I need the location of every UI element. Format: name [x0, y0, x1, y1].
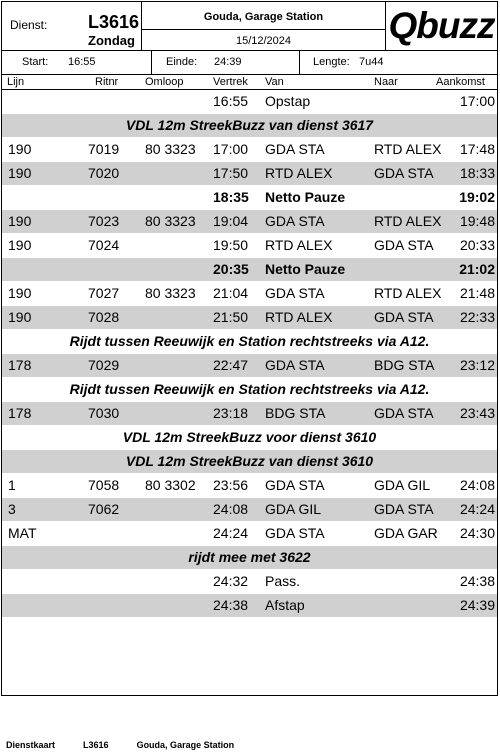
- divider: [299, 50, 300, 74]
- trip-row: [2, 210, 497, 234]
- col-vertrek: Vertrek: [213, 76, 248, 88]
- col-ritnr: Ritnr: [95, 76, 119, 88]
- cell-naar: GDA STA: [374, 165, 434, 181]
- cell-naar: GDA STA: [374, 501, 434, 517]
- cell-naar: RTD ALEX: [374, 213, 442, 229]
- cell-naar: BDG STA: [374, 357, 435, 373]
- section-banner: VDL 12m StreekBuzz van dienst 3617: [2, 114, 497, 138]
- cell-aankomst: 19:02: [459, 189, 495, 205]
- cell-naar: GDA STA: [374, 237, 434, 253]
- cell-omloop: 80 3323: [145, 285, 196, 301]
- cell-aankomst: 24:38: [459, 573, 495, 589]
- cell-lijn: 190: [8, 141, 32, 157]
- col-naar: Naar: [374, 76, 398, 88]
- col-omloop: Omloop: [145, 76, 184, 88]
- cell-van: RTD ALEX: [265, 309, 333, 325]
- trip-row: [2, 594, 497, 618]
- trip-row: [2, 234, 497, 258]
- cell-aankomst: 24:24: [459, 501, 495, 517]
- column-header: [2, 75, 497, 90]
- trip-row: [2, 282, 497, 306]
- cell-vertrek: 16:55: [213, 93, 249, 109]
- cell-aankomst: 19:48: [459, 213, 495, 229]
- cell-ritnr: 7023: [88, 213, 120, 229]
- cell-ritnr: 7029: [88, 357, 120, 373]
- cell-van: Opstap: [265, 93, 311, 109]
- cell-naar: GDA STA: [374, 405, 434, 421]
- qbuzz-logo: Qbuzz: [388, 5, 495, 46]
- cell-vertrek: 22:47: [213, 357, 249, 373]
- divider: [151, 50, 152, 74]
- divider: [141, 29, 386, 30]
- cell-naar: GDA GAR: [374, 525, 438, 541]
- footer: [6, 740, 262, 750]
- col-aankomst: Aankomst: [436, 76, 485, 88]
- cell-aankomst: 20:33: [459, 237, 495, 253]
- cell-lijn: 190: [8, 237, 32, 253]
- cell-ritnr: 7058: [88, 477, 120, 493]
- cell-vertrek: 23:18: [213, 405, 249, 421]
- trip-row: [2, 354, 497, 378]
- duty-day: Zondag: [88, 33, 135, 48]
- cell-vertrek: 23:56: [213, 477, 249, 493]
- cell-lijn: MAT: [8, 525, 37, 541]
- trip-row: [2, 522, 497, 546]
- footer-label: Dienstkaart: [6, 740, 56, 750]
- end-label: Einde:: [166, 56, 198, 68]
- cell-aankomst: 24:08: [459, 477, 495, 493]
- section-banner: Rijdt tussen Reeuwijk en Station rechtstreeks via A12.: [2, 330, 497, 354]
- cell-van: GDA GIL: [265, 501, 322, 517]
- duty-label: Dienst:: [10, 18, 48, 32]
- footer-location: Gouda, Garage Station: [136, 740, 235, 750]
- trip-row: [2, 258, 497, 282]
- trip-row: [2, 474, 497, 498]
- cell-naar: GDA GIL: [374, 477, 431, 493]
- location: Gouda, Garage Station: [203, 11, 324, 23]
- date: 15/12/2024: [235, 35, 292, 47]
- cell-lijn: 190: [8, 309, 32, 325]
- cell-lijn: 190: [8, 165, 32, 181]
- cell-naar: RTD ALEX: [374, 285, 442, 301]
- cell-vertrek: 18:35: [213, 189, 249, 205]
- cell-aankomst: 23:43: [459, 405, 495, 421]
- cell-ritnr: 7062: [88, 501, 120, 517]
- cell-aankomst: 17:48: [459, 141, 495, 157]
- cell-ritnr: 7020: [88, 165, 120, 181]
- trip-row: [2, 570, 497, 594]
- cell-lijn: 190: [8, 285, 32, 301]
- cell-vertrek: 17:00: [213, 141, 249, 157]
- cell-ritnr: 7024: [88, 237, 120, 253]
- cell-vertrek: 21:50: [213, 309, 249, 325]
- col-lijn: Lijn: [7, 76, 25, 88]
- cell-van: GDA STA: [265, 357, 325, 373]
- cell-ritnr: 7019: [88, 141, 120, 157]
- cell-vertrek: 24:38: [213, 597, 249, 613]
- cell-van: GDA STA: [265, 285, 325, 301]
- cell-vertrek: 21:04: [213, 285, 249, 301]
- trip-row: [2, 138, 497, 162]
- card-header: [2, 2, 497, 51]
- cell-aankomst: 22:33: [459, 309, 495, 325]
- cell-lijn: 178: [8, 357, 32, 373]
- cell-lijn: 1: [8, 477, 16, 493]
- cell-van: GDA STA: [265, 477, 325, 493]
- col-van: Van: [265, 76, 284, 88]
- cell-van: Pass.: [265, 573, 301, 589]
- start-label: Start:: [22, 56, 49, 68]
- trip-list: [2, 90, 497, 618]
- trip-row: [2, 90, 497, 114]
- info-row: [2, 50, 497, 75]
- cell-vertrek: 17:50: [213, 165, 249, 181]
- cell-van: RTD ALEX: [265, 237, 333, 253]
- cell-lijn: 190: [8, 213, 32, 229]
- trip-row: [2, 498, 497, 522]
- cell-omloop: 80 3323: [145, 141, 196, 157]
- cell-ritnr: 7027: [88, 285, 120, 301]
- cell-vertrek: 24:24: [213, 525, 249, 541]
- cell-aankomst: 21:48: [459, 285, 495, 301]
- section-banner: VDL 12m StreekBuzz voor dienst 3610: [2, 426, 497, 450]
- section-banner: Rijdt tussen Reeuwijk en Station rechtstreeks via A12.: [2, 378, 497, 402]
- cell-ritnr: 7028: [88, 309, 120, 325]
- cell-vertrek: 24:32: [213, 573, 249, 589]
- cell-van: Netto Pauze: [265, 189, 346, 205]
- duty-card: [1, 1, 498, 696]
- length-label: Lengte:: [313, 56, 350, 68]
- cell-aankomst: 23:12: [459, 357, 495, 373]
- cell-vertrek: 24:08: [213, 501, 249, 517]
- cell-van: Netto Pauze: [265, 261, 346, 277]
- cell-omloop: 80 3323: [145, 213, 196, 229]
- footer-code: L3616: [83, 740, 109, 750]
- trip-row: [2, 306, 497, 330]
- cell-van: Afstap: [265, 597, 305, 613]
- cell-naar: GDA STA: [374, 309, 434, 325]
- cell-van: GDA STA: [265, 213, 325, 229]
- section-banner: VDL 12m StreekBuzz van dienst 3610: [2, 450, 497, 474]
- duty-code: L3616: [88, 12, 140, 32]
- cell-aankomst: 17:00: [459, 93, 495, 109]
- start-value: 16:55: [68, 56, 96, 68]
- length-value: 7u44: [359, 56, 384, 68]
- cell-van: BDG STA: [265, 405, 326, 421]
- cell-naar: RTD ALEX: [374, 141, 442, 157]
- cell-aankomst: 21:02: [459, 261, 495, 277]
- cell-vertrek: 19:04: [213, 213, 249, 229]
- trip-row: [2, 186, 497, 210]
- trip-row: [2, 402, 497, 426]
- cell-van: GDA STA: [265, 525, 325, 541]
- cell-van: GDA STA: [265, 141, 325, 157]
- cell-omloop: 80 3302: [145, 477, 196, 493]
- end-value: 24:39: [214, 56, 242, 68]
- cell-ritnr: 7030: [88, 405, 120, 421]
- cell-lijn: 3: [8, 501, 16, 517]
- cell-aankomst: 24:30: [459, 525, 495, 541]
- cell-vertrek: 20:35: [213, 261, 249, 277]
- cell-vertrek: 19:50: [213, 237, 249, 253]
- cell-van: RTD ALEX: [265, 165, 333, 181]
- trip-row: [2, 162, 497, 186]
- cell-aankomst: 18:33: [459, 165, 495, 181]
- section-banner: rijdt mee met 3622: [2, 546, 497, 570]
- cell-aankomst: 24:39: [459, 597, 495, 613]
- cell-lijn: 178: [8, 405, 32, 421]
